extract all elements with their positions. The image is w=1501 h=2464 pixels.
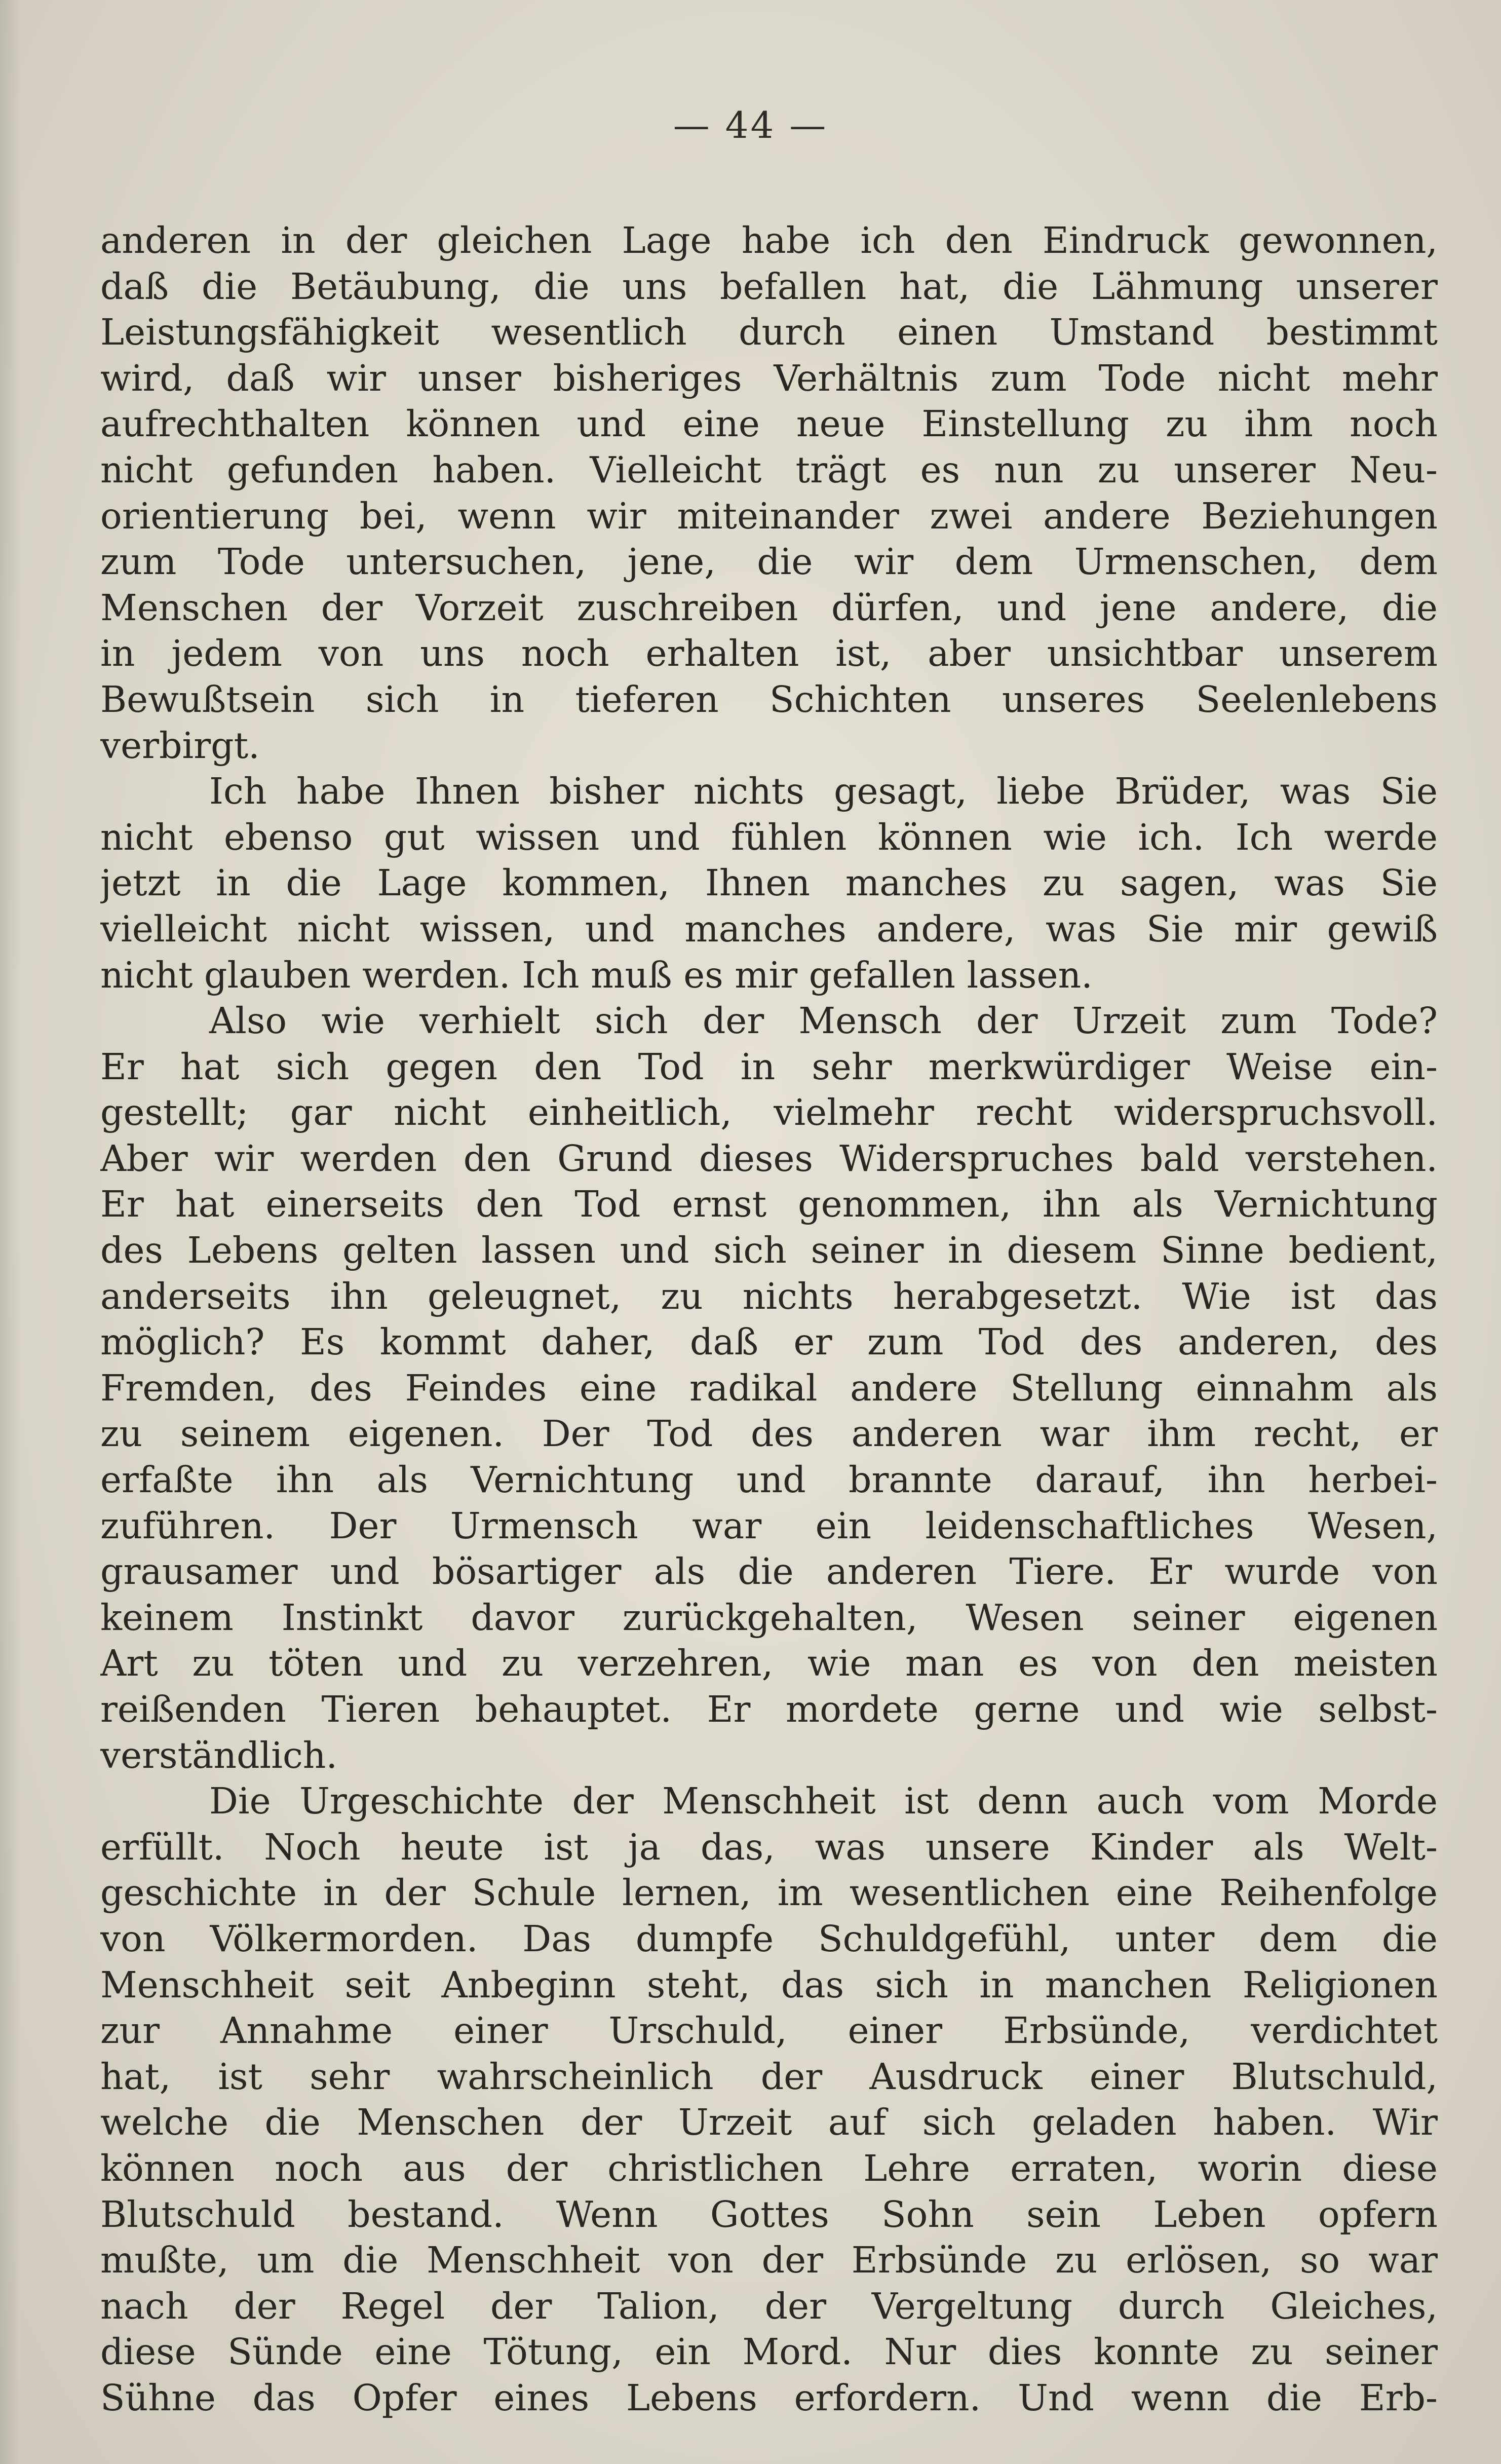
text-line: nach der Regel der Talion, der Vergeltung durch Gleiches, bbox=[100, 2285, 1438, 2327]
text-line: gestellt; gar nicht einheitlich, vielmehr recht widerspruchsvoll. bbox=[100, 1091, 1438, 1134]
text-line: welche die Menschen der Urzeit auf sich geladen haben. Wir bbox=[100, 2101, 1438, 2144]
text-line: orientierung bei, wenn wir miteinander zwei andere Beziehungen bbox=[100, 495, 1438, 537]
text-line: reißenden Tieren behauptet. Er mordete gerne und wie selbst- bbox=[100, 1688, 1438, 1730]
text-line: zuführen. Der Urmensch war ein leidenschaftliches Wesen, bbox=[100, 1504, 1438, 1547]
text-line: des Lebens gelten lassen und sich seiner in diesem Sinne bedient, bbox=[100, 1229, 1438, 1272]
text-line: geschichte in der Schule lernen, im wesentlichen eine Reihenfolge bbox=[100, 1872, 1438, 1914]
text-line: Art zu töten und zu verzehren, wie man es von den meisten bbox=[100, 1642, 1438, 1685]
text-line: verbirgt. bbox=[100, 724, 260, 767]
text-line: anderen in der gleichen Lage habe ich den Eindruck gewonnen, bbox=[100, 219, 1438, 261]
text-line: Er hat sich gegen den Tod in sehr merkwürdiger Weise ein- bbox=[100, 1045, 1438, 1088]
text-line: keinem Instinkt davor zurückgehalten, Wesen seiner eigenen bbox=[100, 1596, 1438, 1639]
text-line: grausamer und bösartiger als die anderen Tiere. Er wurde von bbox=[100, 1550, 1438, 1593]
text-line: daß die Betäubung, die uns befallen hat, die Lähmung unserer bbox=[100, 265, 1438, 308]
text-line: hat, ist sehr wahrscheinlich der Ausdruck einer Blutschuld, bbox=[100, 2055, 1438, 2098]
text-line: möglich? Es kommt daher, daß er zum Tod des anderen, des bbox=[100, 1321, 1438, 1363]
page-number: — 44 — bbox=[673, 104, 828, 146]
text-line: Sühne das Opfer eines Lebens erfordern. Und wenn die Erb- bbox=[100, 2376, 1438, 2419]
text-line: Blutschuld bestand. Wenn Gottes Sohn sein Leben opfern bbox=[100, 2193, 1438, 2235]
text-line: Also wie verhielt sich der Mensch der Urzeit zum Tode? bbox=[209, 1000, 1438, 1042]
text-line: zu seinem eigenen. Der Tod des anderen war ihm recht, er bbox=[100, 1413, 1438, 1455]
text-line: nicht gefunden haben. Vielleicht trägt es nun zu unserer Neu- bbox=[100, 448, 1438, 491]
text-line: Bewußtsein sich in tieferen Schichten unseres Seelenlebens bbox=[100, 678, 1438, 721]
text-line: nicht glauben werden. Ich muß es mir gefallen lassen. bbox=[100, 954, 1093, 996]
text-line: Er hat einerseits den Tod ernst genommen, ihn als Vernichtung bbox=[100, 1183, 1438, 1226]
text-line: jetzt in die Lage kommen, Ihnen manches zu sagen, was Sie bbox=[100, 862, 1438, 904]
text-line: wird, daß wir unser bisheriges Verhältnis zum Tode nicht mehr bbox=[100, 357, 1438, 399]
text-line: von Völkermorden. Das dumpfe Schuldgefühl, unter dem die bbox=[100, 1917, 1438, 1960]
text-line: Aber wir werden den Grund dieses Widerspruches bald verstehen. bbox=[100, 1137, 1438, 1180]
page-gutter-shadow bbox=[0, 0, 20, 2464]
text-line: Fremden, des Feindes eine radikal andere Stellung einnahm als bbox=[100, 1367, 1438, 1409]
text-line: verständlich. bbox=[100, 1734, 338, 1776]
text-line: in jedem von uns noch erhalten ist, aber unsichtbar unserem bbox=[100, 632, 1438, 675]
text-line: zur Annahme einer Urschuld, einer Erbsünde, verdichtet bbox=[100, 2010, 1438, 2052]
text-line: mußte, um die Menschheit von der Erbsünde zu erlösen, so war bbox=[100, 2239, 1438, 2282]
text-line: erfaßte ihn als Vernichtung und brannte darauf, ihn herbei- bbox=[100, 1459, 1438, 1501]
text-line: Leistungsfähigkeit wesentlich durch einen Umstand bestimmt bbox=[100, 311, 1438, 354]
text-line: zum Tode untersuchen, jene, die wir dem Urmenschen, dem bbox=[100, 541, 1438, 583]
text-line: können noch aus der christlichen Lehre erraten, worin diese bbox=[100, 2147, 1438, 2189]
text-line: Menschheit seit Anbeginn steht, das sich in manchen Religionen bbox=[100, 1963, 1438, 2006]
text-line: erfüllt. Noch heute ist ja das, was unsere Kinder als Welt- bbox=[100, 1826, 1438, 1868]
text-line: nicht ebenso gut wissen und fühlen können wie ich. Ich werde bbox=[100, 816, 1438, 858]
body-text bbox=[100, 218, 1438, 2421]
text-line: vielleicht nicht wissen, und manches andere, was Sie mir gewiß bbox=[100, 907, 1438, 950]
text-line: Ich habe Ihnen bisher nichts gesagt, liebe Brüder, was Sie bbox=[209, 770, 1438, 813]
text-line: diese Sünde eine Tötung, ein Mord. Nur dies konnte zu seiner bbox=[100, 2331, 1438, 2373]
text-line: aufrechthalten können und eine neue Einstellung zu ihm noch bbox=[100, 403, 1438, 445]
text-line: anderseits ihn geleugnet, zu nichts herabgesetzt. Wie ist das bbox=[100, 1275, 1438, 1317]
text-line: Die Urgeschichte der Menschheit ist denn auch vom Morde bbox=[209, 1780, 1438, 1823]
text-line: Menschen der Vorzeit zuschreiben dürfen, und jene andere, die bbox=[100, 586, 1438, 629]
